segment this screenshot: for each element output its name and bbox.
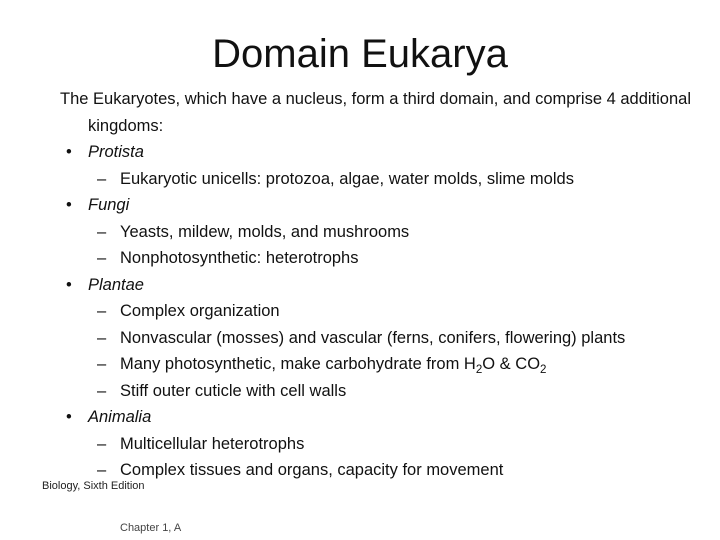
bullet-icon: •: [66, 408, 72, 426]
bullet-icon: •: [66, 275, 72, 294]
formula-text-prefix: Many photosynthetic, make carbohydrate from H: [120, 355, 476, 373]
sub-point: [60, 298, 700, 325]
sub-point: [60, 431, 700, 458]
dash-icon: –: [97, 169, 107, 188]
footer-chapter: Chapter 1, A: [120, 522, 182, 534]
sub-point-text: Yeasts, mildew, molds, and mushrooms: [120, 222, 410, 241]
dash-icon: –: [97, 302, 107, 320]
kingdom-item-protista: [60, 139, 700, 166]
sub-point: [60, 325, 700, 352]
dash-icon: –: [97, 328, 107, 347]
sub-point-text: Nonphotosynthetic: heterotrophs: [120, 249, 359, 267]
sub-point: [60, 166, 700, 193]
kingdom-name: Fungi: [88, 196, 130, 214]
kingdom-name: Animalia: [88, 408, 152, 426]
bullet-icon: •: [66, 196, 72, 214]
sub-point: [60, 245, 700, 272]
sub-point-text: Eukaryotic unicells: protozoa, algae, water molds, slime molds: [120, 169, 574, 188]
formula-subscript: 2: [475, 364, 483, 377]
slide-body: [60, 86, 700, 484]
bullet-icon: •: [66, 143, 72, 161]
kingdom-name: Plantae: [88, 275, 144, 294]
formula-subscript: 2: [540, 364, 547, 377]
dash-icon: –: [97, 355, 107, 373]
kingdom-item-fungi: [60, 192, 700, 219]
sub-point-text: Nonvascular (mosses) and vascular (ferns, conifers, flowering) plants: [120, 328, 626, 347]
dash-icon: –: [97, 249, 107, 267]
sub-point-formula: [60, 351, 700, 378]
dash-icon: –: [97, 222, 107, 241]
kingdom-item-animalia: [60, 404, 700, 431]
sub-point-text: Stiff outer cuticle with cell walls: [120, 381, 347, 400]
sub-point: [60, 378, 700, 405]
dash-icon: –: [97, 434, 107, 453]
dash-icon: –: [97, 461, 107, 479]
kingdom-name: Protista: [88, 143, 144, 161]
formula-text-mid: O & CO: [482, 355, 541, 373]
sub-point: [60, 457, 700, 484]
sub-point-text: Complex organization: [120, 302, 280, 320]
footer-book-title: Biology, Sixth Edition: [42, 480, 145, 492]
slide-title: Domain Eukarya: [212, 32, 508, 76]
sub-point-text: Multicellular heterotrophs: [120, 434, 305, 453]
sub-point-text: Complex tissues and organs, capacity for movement: [120, 461, 504, 479]
dash-icon: –: [97, 381, 107, 400]
intro-text: The Eukaryotes, which have a nucleus, form a third domain, and comprise 4 additional kingdoms:: [60, 90, 692, 135]
sub-point: [60, 219, 700, 246]
kingdom-item-plantae: [60, 272, 700, 299]
